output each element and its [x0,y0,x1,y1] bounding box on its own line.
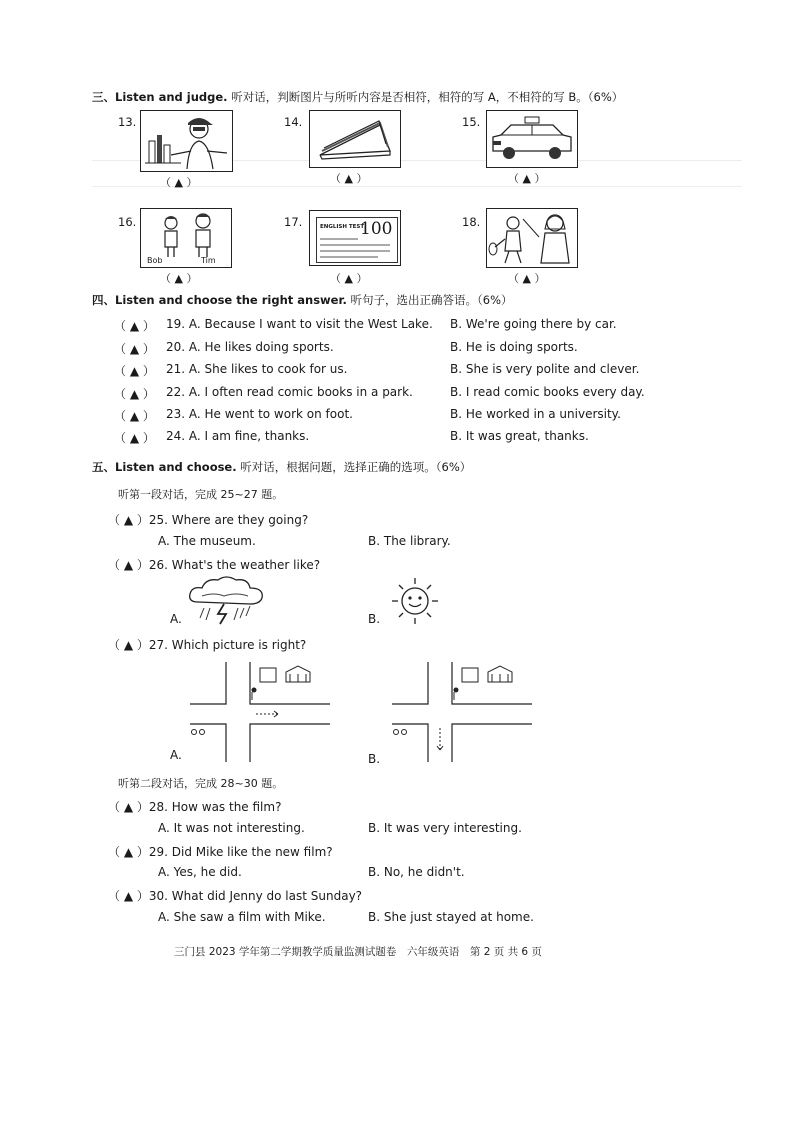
people-playing-badminton-icon [486,208,578,268]
q26-option-b: B. [368,612,381,626]
q19-option-b: B. We're going there by car. [450,317,617,331]
q27-option-b: B. [368,752,381,766]
q29-question[interactable]: （ ▲ ）29. Did Mike like the new film? [108,845,333,859]
q26-option-a: A. [170,612,182,626]
storm-cloud-icon [184,574,270,626]
q27-question[interactable]: （ ▲ ）27. Which picture is right? [108,638,307,652]
section5-heading [92,459,471,475]
dialog2-instruction: 听第二段对话，完成 28~30 题。 [118,777,284,790]
item-14-number: 14. [284,115,303,129]
q19-answer-slot[interactable]: （ ▲ ） [114,319,155,333]
q30-option-b: B. She just stayed at home. [368,910,534,924]
test-paper-icon [309,210,401,266]
q20-answer-slot[interactable]: （ ▲ ） [114,342,155,356]
q20-option-b: B. He is doing sports. [450,340,578,354]
item-18-number: 18. [462,215,481,229]
section5-instructions: 听对话，根据问题，选择正确的选项。（6%） [236,460,472,474]
q21-option-b: B. She is very polite and clever. [450,362,640,376]
page-footer: 三门县 2023 学年第二学期教学质量监测试题卷 六年级英语 第 2 页 共 6 页 [174,946,542,958]
item-18-answer[interactable]: （ ▲ ） [508,272,546,285]
two-boys-icon [140,208,232,268]
test-paper-title: ENGLISH TEST [320,224,365,230]
street-map-b-icon [392,662,532,762]
q26-question[interactable]: （ ▲ ）26. What's the weather like? [108,558,321,572]
q28-option-b: B. It was very interesting. [368,821,522,835]
q25-question[interactable]: （ ▲ ）25. Where are they going? [108,513,309,527]
q21-option-a: 21. A. She likes to cook for us. [166,362,348,376]
q21-answer-slot[interactable]: （ ▲ ） [114,364,155,378]
q24-option-b: B. It was great, thanks. [450,429,589,443]
section3-heading [92,89,623,105]
item-13-number: 13. [118,115,137,129]
item-13-answer[interactable]: （ ▲ ） [160,176,198,189]
q29-option-b: B. No, he didn't. [368,865,465,879]
section4-title: 四、Listen and choose the right answer. [92,293,347,307]
q27-option-a: A. [170,748,182,762]
item-15-number: 15. [462,115,481,129]
taxi-icon [486,110,578,168]
q24-answer-slot[interactable]: （ ▲ ） [114,431,155,445]
boy-label-tim: Tim [201,256,216,265]
q23-option-a: 23. A. He went to work on foot. [166,407,353,421]
item-17-answer[interactable]: （ ▲ ） [330,272,368,285]
section5-title: 五、Listen and choose. [92,460,237,474]
q23-option-b: B. He worked in a university. [450,407,621,421]
item-15-answer[interactable]: （ ▲ ） [508,172,546,185]
boy-with-cap-pointing-icon [140,110,233,172]
item-14-answer[interactable]: （ ▲ ） [330,172,368,185]
sandwich-icon [309,110,401,168]
q22-answer-slot[interactable]: （ ▲ ） [114,387,155,401]
item-17-number: 17. [284,215,303,229]
q28-option-a: A. It was not interesting. [158,821,305,835]
q22-option-a: 22. A. I often read comic books in a park. [166,385,413,399]
q30-option-a: A. She saw a film with Mike. [158,910,326,924]
q19-option-a: 19. A. Because I want to visit the West Lake. [166,317,433,331]
section3-title: 三、Listen and judge. [92,90,228,104]
dialog1-instruction: 听第一段对话，完成 25~27 题。 [118,488,284,501]
q29-option-a: A. Yes, he did. [158,865,242,879]
sun-icon [380,576,450,626]
q20-option-a: 20. A. He likes doing sports. [166,340,334,354]
q25-option-b: B. The library. [368,534,451,548]
item-16-number: 16. [118,215,137,229]
q30-question[interactable]: （ ▲ ）30. What did Jenny do last Sunday? [108,889,363,903]
section4-instructions: 听句子，选出正确答语。（6%） [346,293,513,307]
section4-heading [92,292,513,308]
section3-instructions: 听对话，判断图片与所听内容是否相符，相符的写 A，不相符的写 B。（6%） [227,90,624,104]
q25-option-a: A. The museum. [158,534,256,548]
q23-answer-slot[interactable]: （ ▲ ） [114,409,155,423]
street-map-a-icon [190,662,330,762]
q22-option-b: B. I read comic books every day. [450,385,645,399]
item-16-answer[interactable]: （ ▲ ） [160,272,198,285]
q24-option-a: 24. A. I am fine, thanks. [166,429,310,443]
q28-question[interactable]: （ ▲ ）28. How was the film? [108,800,282,814]
boy-label-bob: Bob [147,256,163,265]
test-paper-score: 100 [360,219,393,239]
